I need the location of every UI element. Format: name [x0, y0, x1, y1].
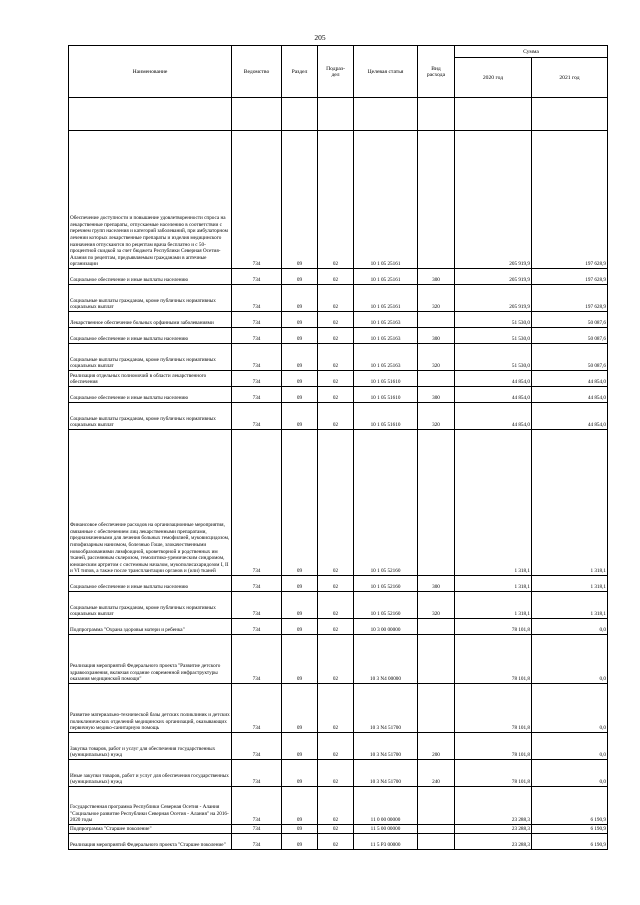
cell-section: 09	[282, 269, 318, 285]
cell-name: Реализация мероприятий Федерального проекта "Старшее поколение"	[69, 834, 232, 850]
cell-expense-type: 300	[418, 269, 455, 285]
cell-expense-type: 320	[418, 344, 455, 371]
cell-subsection: 02	[318, 430, 354, 576]
cell-sum-2020: 78 101,8	[455, 733, 532, 760]
cell-subsection: 02	[318, 371, 354, 387]
cell-subsection: 02	[318, 131, 354, 269]
cell-section: 09	[282, 131, 318, 269]
cell-ministry: 734	[232, 834, 282, 850]
cell-name: Социальное обеспечение и иные выплаты населению	[69, 269, 232, 285]
cell-subsection: 02	[318, 825, 354, 834]
cell-sum-2021: 44 854,0	[532, 371, 608, 387]
cell-expense-type	[418, 825, 455, 834]
cell-subsection	[318, 98, 354, 131]
cell-expense-type: 300	[418, 576, 455, 592]
cell-section: 09	[282, 328, 318, 344]
cell-section: 09	[282, 387, 318, 403]
cell-sum-2021: 50 087,6	[532, 312, 608, 328]
cell-name: Государственная программа Республики Северная Осетия - Алания "Социальное развитие Республики Северная Осетия - Алания" на 2016-2020 годы	[69, 787, 232, 825]
cell-sum-2021: 0,0	[532, 733, 608, 760]
cell-subsection: 02	[318, 387, 354, 403]
cell-name: Социальное обеспечение и иные выплаты населению	[69, 387, 232, 403]
table-row	[69, 403, 608, 430]
cell-name	[69, 98, 232, 131]
cell-sum-2021: 6 190,9	[532, 787, 608, 825]
table-row	[69, 825, 608, 834]
cell-section: 09	[282, 635, 318, 684]
cell-section: 09	[282, 592, 318, 619]
cell-subsection: 02	[318, 592, 354, 619]
cell-target-article: 10 3 N4 51700	[354, 760, 418, 787]
cell-ministry: 734	[232, 619, 282, 635]
cell-target-article: 11 0 00 00000	[354, 787, 418, 825]
cell-ministry: 734	[232, 269, 282, 285]
cell-expense-type: 320	[418, 592, 455, 619]
cell-sum-2020: 51 530,0	[455, 344, 532, 371]
table-row	[69, 619, 608, 635]
cell-expense-type	[418, 312, 455, 328]
cell-sum-2021: 0,0	[532, 635, 608, 684]
cell-sum-2020: 23 288,3	[455, 834, 532, 850]
cell-target-article: 10 3 N4 51700	[354, 684, 418, 733]
cell-section: 09	[282, 285, 318, 312]
cell-sum-2021: 0,0	[532, 760, 608, 787]
cell-expense-type	[418, 635, 455, 684]
cell-sum-2021: 44 854,0	[532, 403, 608, 430]
cell-target-article: 10 1 05 25163	[354, 312, 418, 328]
cell-target-article: 10 3 N4 51700	[354, 733, 418, 760]
table-row	[69, 430, 608, 576]
table-row	[69, 269, 608, 285]
cell-ministry: 734	[232, 576, 282, 592]
cell-name: Закупка товаров, работ и услуг для обеспечения государственных (муниципальных) нужд	[69, 733, 232, 760]
cell-ministry: 734	[232, 760, 282, 787]
table-row	[69, 733, 608, 760]
cell-section: 09	[282, 619, 318, 635]
cell-sum-2020: 205 919,9	[455, 131, 532, 269]
cell-sum-2020: 1 318,1	[455, 430, 532, 576]
cell-sum-2020: 78 101,8	[455, 635, 532, 684]
cell-subsection: 02	[318, 684, 354, 733]
cell-sum-2021: 1 318,1	[532, 592, 608, 619]
cell-expense-type	[418, 787, 455, 825]
cell-expense-type	[418, 684, 455, 733]
budget-table-body	[69, 98, 608, 850]
cell-expense-type: 320	[418, 285, 455, 312]
cell-subsection: 02	[318, 285, 354, 312]
cell-subsection: 02	[318, 834, 354, 850]
cell-ministry: 734	[232, 592, 282, 619]
cell-expense-type: 300	[418, 328, 455, 344]
cell-section: 09	[282, 576, 318, 592]
cell-ministry: 734	[232, 285, 282, 312]
table-row	[69, 787, 608, 825]
table-row	[69, 684, 608, 733]
cell-section: 09	[282, 403, 318, 430]
cell-sum-2020: 51 530,0	[455, 328, 532, 344]
cell-sum-2021: 197 628,9	[532, 285, 608, 312]
cell-sum-2021	[532, 98, 608, 131]
table-row	[69, 98, 608, 131]
cell-name: Социальное обеспечение и иные выплаты населению	[69, 576, 232, 592]
cell-name: Социальные выплаты гражданам, кроме публичных нормативных социальных выплат	[69, 344, 232, 371]
cell-ministry: 734	[232, 312, 282, 328]
cell-name: Социальные выплаты гражданам, кроме публичных нормативных социальных выплат	[69, 403, 232, 430]
cell-subsection: 02	[318, 760, 354, 787]
cell-ministry: 734	[232, 733, 282, 760]
cell-ministry: 734	[232, 825, 282, 834]
cell-sum-2020: 205 919,9	[455, 285, 532, 312]
cell-sum-2021: 197 628,9	[532, 269, 608, 285]
table-row	[69, 387, 608, 403]
cell-sum-2020: 23 288,3	[455, 825, 532, 834]
cell-section: 09	[282, 825, 318, 834]
cell-name: Финансовое обеспечение расходов на организационные мероприятия, связанные с обеспечением лиц лекарственными препаратами, предназначенными для лечения больных гемофилией, муковисцидозом, гипофизарным нанизмом, болезнью Гоше, злокачественными новообразованиями лимфоидной, кроветворной и родственных им тканей, рассеянным склерозом, гемолитико-уремическим синдромом, юношеским артритом с системным началом, мукополисахаридозом I, II и VI типов, а также после трансплантации органов и (или) тканей	[69, 430, 232, 576]
cell-target-article: 11 5 00 00000	[354, 825, 418, 834]
cell-target-article: 10 1 05 51610	[354, 387, 418, 403]
cell-subsection: 02	[318, 328, 354, 344]
cell-target-article: 10 1 05 52160	[354, 576, 418, 592]
cell-target-article: 10 1 05 51610	[354, 371, 418, 387]
cell-ministry: 734	[232, 635, 282, 684]
cell-sum-2021: 50 087,6	[532, 328, 608, 344]
cell-ministry: 734	[232, 344, 282, 371]
cell-section: 09	[282, 733, 318, 760]
cell-expense-type: 200	[418, 733, 455, 760]
cell-sum-2021: 50 087,6	[532, 344, 608, 371]
header-name: Наименование	[69, 46, 232, 98]
cell-target-article: 10 1 05 25163	[354, 328, 418, 344]
page-number: 205	[314, 33, 326, 42]
cell-target-article: 10 1 05 52160	[354, 592, 418, 619]
cell-target-article: 10 1 05 25163	[354, 344, 418, 371]
cell-expense-type	[418, 98, 455, 131]
cell-sum-2020: 78 101,8	[455, 760, 532, 787]
cell-expense-type	[418, 131, 455, 269]
cell-target-article: 10 1 05 51610	[354, 403, 418, 430]
cell-sum-2021: 0,0	[532, 619, 608, 635]
cell-section: 09	[282, 760, 318, 787]
cell-sum-2020: 23 288,3	[455, 787, 532, 825]
cell-sum-2020: 44 854,0	[455, 371, 532, 387]
cell-target-article: 10 3 N4 00000	[354, 635, 418, 684]
cell-name: Социальные выплаты гражданам, кроме публичных нормативных социальных выплат	[69, 592, 232, 619]
cell-sum-2020: 44 854,0	[455, 387, 532, 403]
cell-expense-type	[418, 371, 455, 387]
cell-section: 09	[282, 834, 318, 850]
table-row	[69, 592, 608, 619]
cell-subsection: 02	[318, 576, 354, 592]
header-sum: Сумма	[455, 46, 608, 58]
cell-sum-2021: 44 854,0	[532, 387, 608, 403]
cell-target-article: 10 1 05 25161	[354, 269, 418, 285]
table-row	[69, 760, 608, 787]
cell-subsection: 02	[318, 403, 354, 430]
cell-name: Социальное обеспечение и иные выплаты населению	[69, 328, 232, 344]
header-section: Раздел	[282, 46, 318, 98]
cell-target-article	[354, 98, 418, 131]
cell-name: Иные закупки товаров, работ и услуг для обеспечения государственных (муниципальных) нужд	[69, 760, 232, 787]
cell-name: Реализация мероприятий Федерального проекта "Развитие детского здравоохранения, включая создание современной инфраструктуры оказания медицинской помощи"	[69, 635, 232, 684]
cell-expense-type: 300	[418, 387, 455, 403]
header-expense-type: Вид расхода	[418, 46, 455, 98]
cell-section: 09	[282, 684, 318, 733]
table-row	[69, 328, 608, 344]
cell-ministry: 734	[232, 328, 282, 344]
cell-sum-2020: 1 318,1	[455, 576, 532, 592]
cell-subsection: 02	[318, 312, 354, 328]
cell-expense-type	[418, 619, 455, 635]
cell-name: Лекарственное обеспечение больных орфанными заболеваниями	[69, 312, 232, 328]
cell-ministry: 734	[232, 787, 282, 825]
cell-ministry: 734	[232, 430, 282, 576]
cell-sum-2020: 44 854,0	[455, 403, 532, 430]
cell-ministry: 734	[232, 371, 282, 387]
cell-name: Реализация отдельных полномочий в области лекарственного обеспечения	[69, 371, 232, 387]
cell-expense-type	[418, 430, 455, 576]
table-row	[69, 576, 608, 592]
cell-section: 09	[282, 430, 318, 576]
cell-name: Подпрограмма "Старшее поколение"	[69, 825, 232, 834]
table-row	[69, 635, 608, 684]
table-row	[69, 834, 608, 850]
cell-expense-type: 240	[418, 760, 455, 787]
header-target-article: Целевая статья	[354, 46, 418, 98]
cell-ministry: 734	[232, 131, 282, 269]
budget-table	[68, 45, 608, 850]
cell-sum-2021: 1 318,1	[532, 430, 608, 576]
cell-target-article: 10 1 05 52160	[354, 430, 418, 576]
cell-sum-2021: 197 628,9	[532, 131, 608, 269]
cell-section: 09	[282, 344, 318, 371]
cell-section: 09	[282, 787, 318, 825]
table-row	[69, 285, 608, 312]
cell-subsection: 02	[318, 787, 354, 825]
cell-subsection: 02	[318, 619, 354, 635]
cell-name: Подпрограмма "Охрана здоровья матери и ребенка"	[69, 619, 232, 635]
header-year-2021: 2021 год	[532, 58, 608, 98]
table-row	[69, 371, 608, 387]
table-row	[69, 344, 608, 371]
cell-sum-2020	[455, 98, 532, 131]
table-row	[69, 131, 608, 269]
cell-section: 09	[282, 312, 318, 328]
header-ministry: Ведомство	[232, 46, 282, 98]
cell-sum-2020: 51 530,0	[455, 312, 532, 328]
cell-ministry: 734	[232, 403, 282, 430]
cell-subsection: 02	[318, 733, 354, 760]
cell-sum-2021: 0,0	[532, 684, 608, 733]
cell-subsection: 02	[318, 344, 354, 371]
cell-section	[282, 98, 318, 131]
cell-section: 09	[282, 371, 318, 387]
cell-ministry: 734	[232, 684, 282, 733]
cell-ministry: 734	[232, 387, 282, 403]
cell-subsection: 02	[318, 269, 354, 285]
cell-expense-type: 320	[418, 403, 455, 430]
cell-name: Социальные выплаты гражданам, кроме публичных нормативных социальных выплат	[69, 285, 232, 312]
cell-target-article: 10 3 00 00000	[354, 619, 418, 635]
cell-sum-2020: 78 101,8	[455, 619, 532, 635]
header-subsection: Подраз- дел	[318, 46, 354, 98]
cell-target-article: 10 1 05 25161	[354, 285, 418, 312]
cell-ministry	[232, 98, 282, 131]
cell-name: Обеспечение доступности и повышение удовлетворенности спроса на лекарственные препараты, отпускаемые населению в соответствии с перечнем групп населения и категорий заболеваний, при амбулаторном лечении которых лекарственные препараты и изделия медицинского назначения отпускаются по рецептам врача бесплатно и с 50-процентной скидкой за счет бюджета Республики Северная Осетия-Алания по рецептам, предъявляемым гражданами в аптечные организации	[69, 131, 232, 269]
cell-target-article: 10 1 05 25161	[354, 131, 418, 269]
cell-subsection: 02	[318, 635, 354, 684]
cell-sum-2021: 6 190,9	[532, 834, 608, 850]
cell-sum-2020: 1 318,1	[455, 592, 532, 619]
header-year-2020: 2020 год	[455, 58, 532, 98]
cell-sum-2020: 205 919,9	[455, 269, 532, 285]
cell-sum-2021: 1 318,1	[532, 576, 608, 592]
table-row	[69, 312, 608, 328]
cell-name: Развитие материально-технической базы детских поликлиник и детских поликлинических отделений медицинских организаций, оказывающих первичную медико-санитарную помощь	[69, 684, 232, 733]
cell-target-article: 11 5 P3 00000	[354, 834, 418, 850]
cell-expense-type	[418, 834, 455, 850]
cell-sum-2020: 78 101,8	[455, 684, 532, 733]
cell-sum-2021: 6 190,9	[532, 825, 608, 834]
